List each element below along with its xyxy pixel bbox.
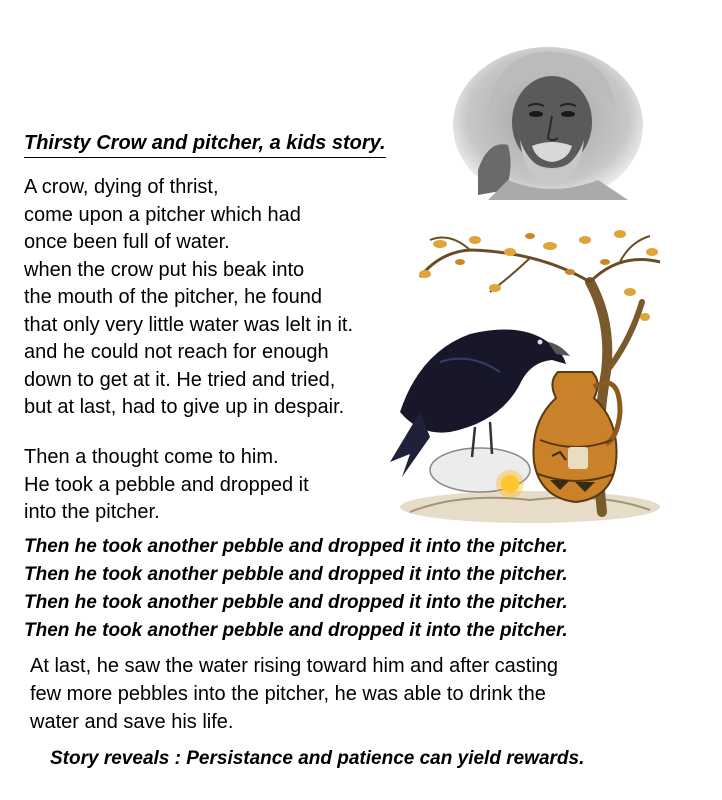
paragraph-thought	[24, 444, 309, 527]
text-line: down to get at it. He tried and tried,	[24, 368, 336, 391]
paragraph-conclusion	[30, 652, 558, 736]
text-line: that only very little water was lelt in it.	[24, 313, 354, 336]
text-line: once been full of water.	[24, 231, 230, 253]
text-line: but at last, had to give up in despair.	[24, 396, 345, 418]
text-line: few more pebbles into the pitcher, he was able to drink the	[30, 683, 546, 705]
text-line: Then he took another pebble and dropped it into the pitcher.	[24, 536, 568, 557]
text-line: Then he took another pebble and dropped it into the pitcher.	[24, 564, 568, 585]
story-title: Thirsty Crow and pitcher, a kids story.	[24, 132, 386, 158]
text-line: and he could not reach for enough	[24, 341, 329, 363]
text-line: water and save his life.	[30, 711, 234, 733]
text-line: Then he took another pebble and dropped it into the pitcher.	[24, 620, 568, 641]
text-line: the mouth of the pitcher, he found	[24, 286, 322, 308]
text-line: He took a pebble and dropped it	[24, 473, 309, 496]
elderly-man-portrait	[448, 40, 648, 200]
text-line: A crow, dying of thrist,	[24, 176, 219, 198]
crow-pitcher-tree-illustration	[380, 222, 670, 527]
text-line: into the pitcher.	[24, 501, 160, 523]
text-line: Then a thought come to him.	[24, 446, 279, 468]
text-line: when the crow put his beak into	[24, 258, 305, 281]
text-line: At last, he saw the water rising toward him and after casting	[30, 655, 559, 677]
text-line: Then he took another pebble and dropped it into the pitcher.	[24, 592, 568, 613]
repeated-pebble-lines	[24, 533, 568, 645]
text-line: come upon a pitcher which had	[24, 203, 301, 226]
story-moral: Story reveals : Persistance and patience can yield rewards.	[50, 748, 585, 769]
paragraph-intro	[24, 174, 353, 422]
